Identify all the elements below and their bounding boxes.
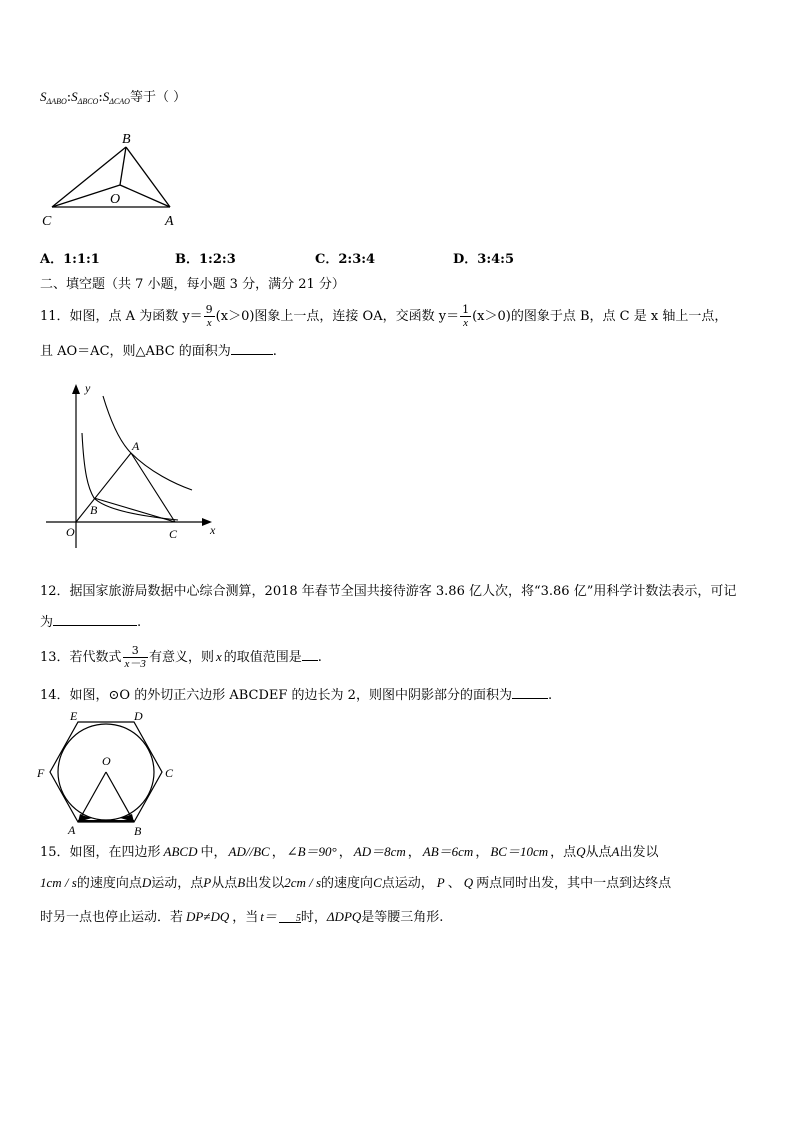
q11-label-x: x (210, 523, 216, 537)
q11-label-B: B (90, 503, 98, 517)
q15-line2: 1cm / s的速度向点D运动，点P从点B出发以2cm / s的速度向C点运动， P 、 Q 两点同时出发，其中一点到达终点 (40, 875, 672, 891)
q11-y-axis-arrow (72, 384, 80, 394)
q10-label-B: B (122, 132, 131, 147)
q14-line: 14．如图，⊙O 的外切正六边形 ABCDEF 的边长为 2，则图中阴影部分的面积为 . (40, 688, 553, 703)
section-2-title: 二、填空题（共 7 小题，每小题 3 分，满分 21 分） (40, 277, 345, 292)
q13-fraction: $\frac{3}{x-3}$ (124, 644, 146, 670)
q11-segment-BC (94, 498, 175, 522)
q14-label-F: F (37, 766, 45, 780)
q11-label-C: C (169, 527, 178, 541)
q14-label-D: D (134, 709, 143, 723)
q14-label-A: A (68, 823, 76, 837)
q15-sep-4: ， (475, 845, 489, 860)
q10-label-O: O (110, 192, 121, 207)
q14-hexagon-figure (34, 708, 184, 838)
q14-label-B: B (134, 824, 142, 838)
q11-curve-9-over-x (103, 396, 192, 490)
q14-radius-OA (78, 772, 106, 822)
q10-edge-OB (120, 147, 126, 185)
q12-line1: 12．据国家旅游局数据中心综合测算，2018 年春节全国共接待游客 3.86 亿人次，将“3.86 亿”用科学计数法表示，可记 (40, 584, 737, 599)
q10-option-c: C．2:3:4 (315, 252, 376, 267)
q15-answer-blank[interactable]: 5 (279, 910, 301, 923)
q12-line2: 为 . (40, 615, 142, 630)
q10-option-a: A．1:1:1 (40, 252, 100, 267)
q14-answer-blank[interactable] (512, 686, 548, 699)
q13-answer-blank[interactable] (302, 648, 318, 661)
q10-option-d: D．3:4:5 (453, 252, 515, 267)
q10-triangle-figure (40, 125, 190, 235)
q15-line3: 时另一点也停止运动．若 DP≠DQ ，当 t＝ 5时，ΔDPQ是等腰三角形. (40, 909, 444, 925)
q10-option-b: B．1:2:3 (175, 252, 236, 267)
q13-line: 13．若代数式 $\frac{3}{x-3}$ 有意义，则 x 的取值范围是 . (40, 644, 322, 670)
q15-sep-3: ， (407, 845, 421, 860)
q15-sep-2: ， (338, 845, 352, 860)
q10-stem: $S_{\Delta ABO}:S_{\Delta BCO}:S_{\Delta CAO}$等于（ ） (40, 89, 187, 106)
q10-colon-2: : (98, 90, 103, 105)
q11-fraction-9-over-x: $\frac{9}{x}$ (205, 303, 213, 329)
q14-shaded-region-bottom (78, 820, 134, 822)
q11-label-y: y (85, 381, 91, 395)
q10-label-C: C (42, 214, 52, 229)
q11-segment-AC (131, 453, 175, 522)
q11-label-O: O (66, 525, 75, 539)
q11-line2: 且 AO＝AC，则△ABC 的面积为 . (40, 344, 277, 359)
q10-label-A: A (165, 214, 174, 229)
q14-label-O: O (102, 754, 111, 768)
q14-radius-OB (106, 772, 134, 822)
q15-line1: 15．如图，在四边形 ABCD 中， AD//BC ， ∠B＝90° ， AD＝8cm ， AB＝6cm ， BC＝10cm ，点Q从点A出发以 (40, 844, 659, 860)
q11-fraction-1-over-x: $\frac{1}{x}$ (462, 303, 470, 329)
q11-label-A: A (132, 439, 140, 453)
q12-answer-blank[interactable] (53, 613, 137, 626)
q14-label-C: C (165, 766, 174, 780)
q11-answer-blank[interactable] (231, 342, 273, 355)
q11-hyperbola-figure (40, 378, 230, 548)
q14-label-E: E (70, 709, 78, 723)
q11-line1: 11．如图，点 A 为函数 y＝ $\frac{9}{x}$ (x＞0)图象上一点，连接 OA，交函数 y＝ $\frac{1}{x}$ (x＞0)的图象于点 B，点 C 是 x 轴上一点， (40, 303, 728, 329)
